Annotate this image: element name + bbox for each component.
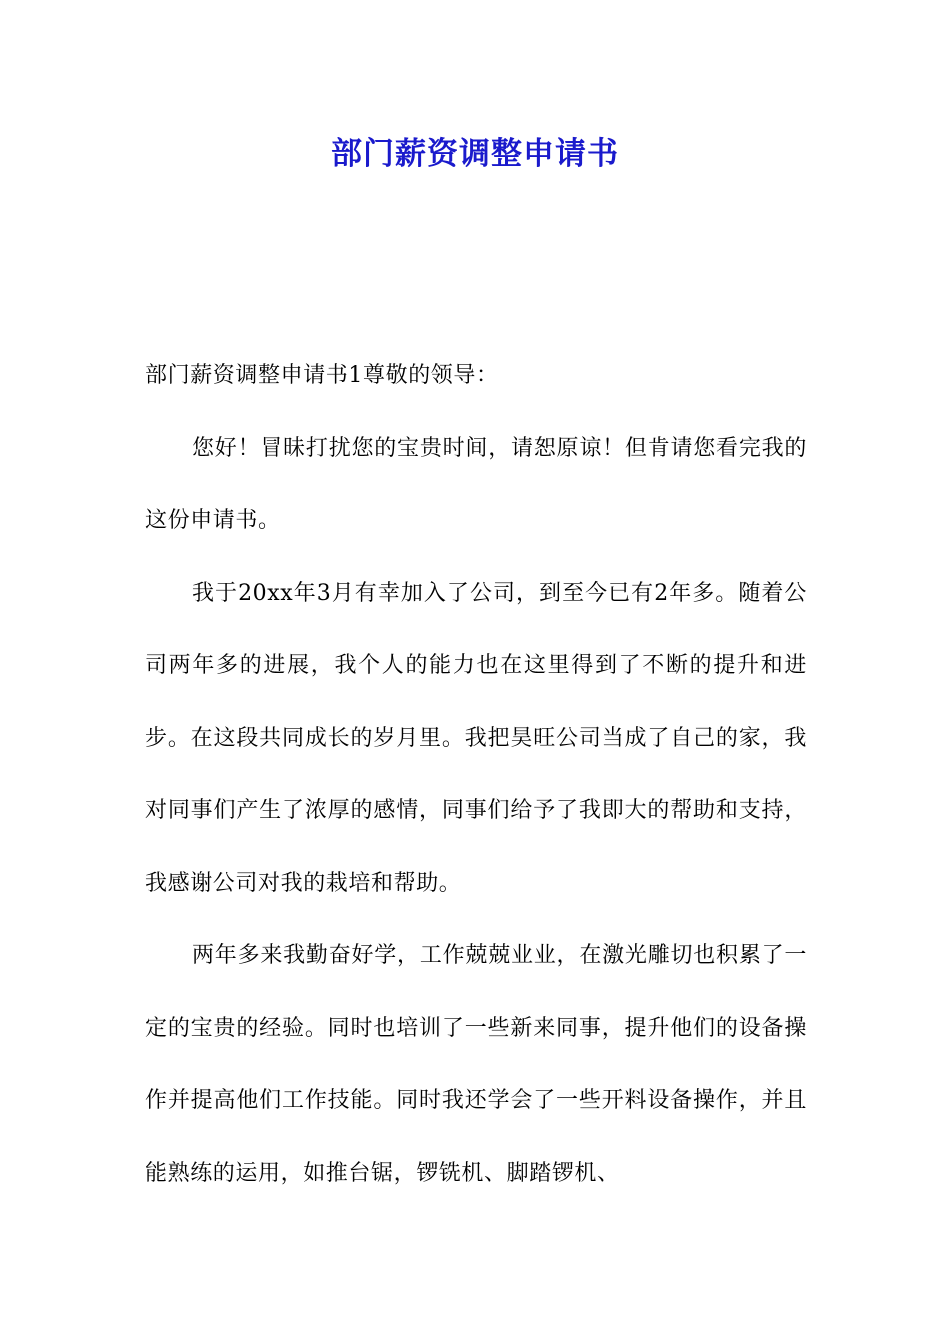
body-paragraph-achievements: 两年多来我勤奋好学，工作兢兢业业，在激光雕切也积累了一定的宝贵的经验。同时也培训了一些新来同事，提升他们的设备操作并提高他们工作技能。同时我还学会了一些开料设备操作，并且能熟练的运用，如推台锯，锣铣机、脚踏锣机、	[145, 943, 807, 1186]
document-title: 部门薪资调整申请书	[331, 136, 619, 172]
document-body	[145, 340, 807, 1210]
salutation-line: 部门薪资调整申请书1尊敬的领导：	[145, 363, 499, 388]
body-paragraph-greeting: 您好！冒昧打扰您的宝贵时间，请恕原谅！但肯请您看完我的这份申请书。	[145, 435, 807, 533]
body-paragraph-employment: 我于20xx年3月有幸加入了公司，到至今已有2年多。随着公司两年多的进展，我个人的能力也在这里得到了不断的提升和进步。在这段共同成长的岁月里。我把昊旺公司当成了自己的家，我对同事们产生了浓厚的感情，同事们给予了我即大的帮助和支持，我感谢公司对我的栽培和帮助。	[145, 580, 807, 896]
